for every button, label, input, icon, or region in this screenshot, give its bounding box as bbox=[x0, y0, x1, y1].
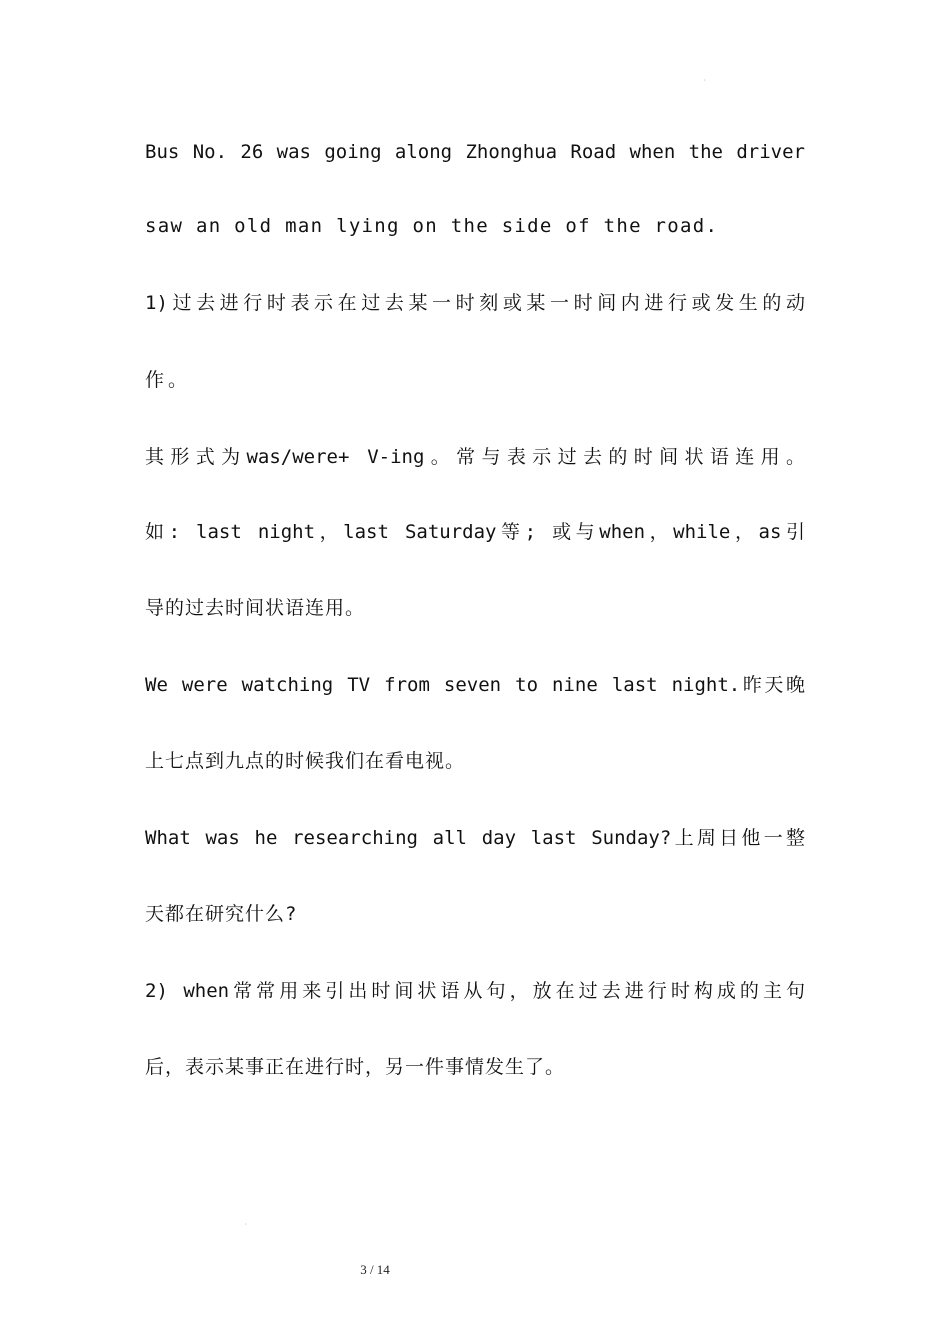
page-number: 3 / 14 bbox=[360, 1262, 390, 1277]
text-line-1: Bus No. 26 was going along Zhonghua Road when the driver bbox=[145, 141, 805, 163]
text-line-12: 2) when常常用来引出时间状语从句，放在过去进行时构成的主句 bbox=[145, 980, 805, 1002]
text-line-8: We were watching TV from seven to nine last night.昨天晚 bbox=[145, 674, 805, 696]
text-line-3: 1)过去进行时表示在过去某一时刻或某一时间内进行或发生的动 bbox=[145, 292, 805, 314]
text-line-13: 后，表示某事正在进行时，另一件事情发生了。 bbox=[145, 1056, 566, 1078]
text-line-10: What was he researching all day last Sunday?上周日他一整 bbox=[145, 827, 805, 849]
text-line-5: 其形式为was/were+ V-ing。常与表示过去的时间状语连用。 bbox=[145, 446, 805, 468]
text-line-9: 上七点到九点的时候我们在看电视。 bbox=[145, 750, 466, 772]
corner-mark: · bbox=[703, 77, 707, 84]
text-line-7: 导的过去时间状语连用。 bbox=[145, 597, 366, 619]
corner-mark: · bbox=[244, 1221, 248, 1228]
text-line-6: 如: last night，last Saturday等; 或与when，while，as引 bbox=[145, 521, 805, 543]
text-line-11: 天都在研究什么? bbox=[145, 903, 298, 925]
text-line-4: 作。 bbox=[145, 369, 192, 391]
text-line-2: saw an old man lying on the side of the road. bbox=[145, 215, 719, 237]
